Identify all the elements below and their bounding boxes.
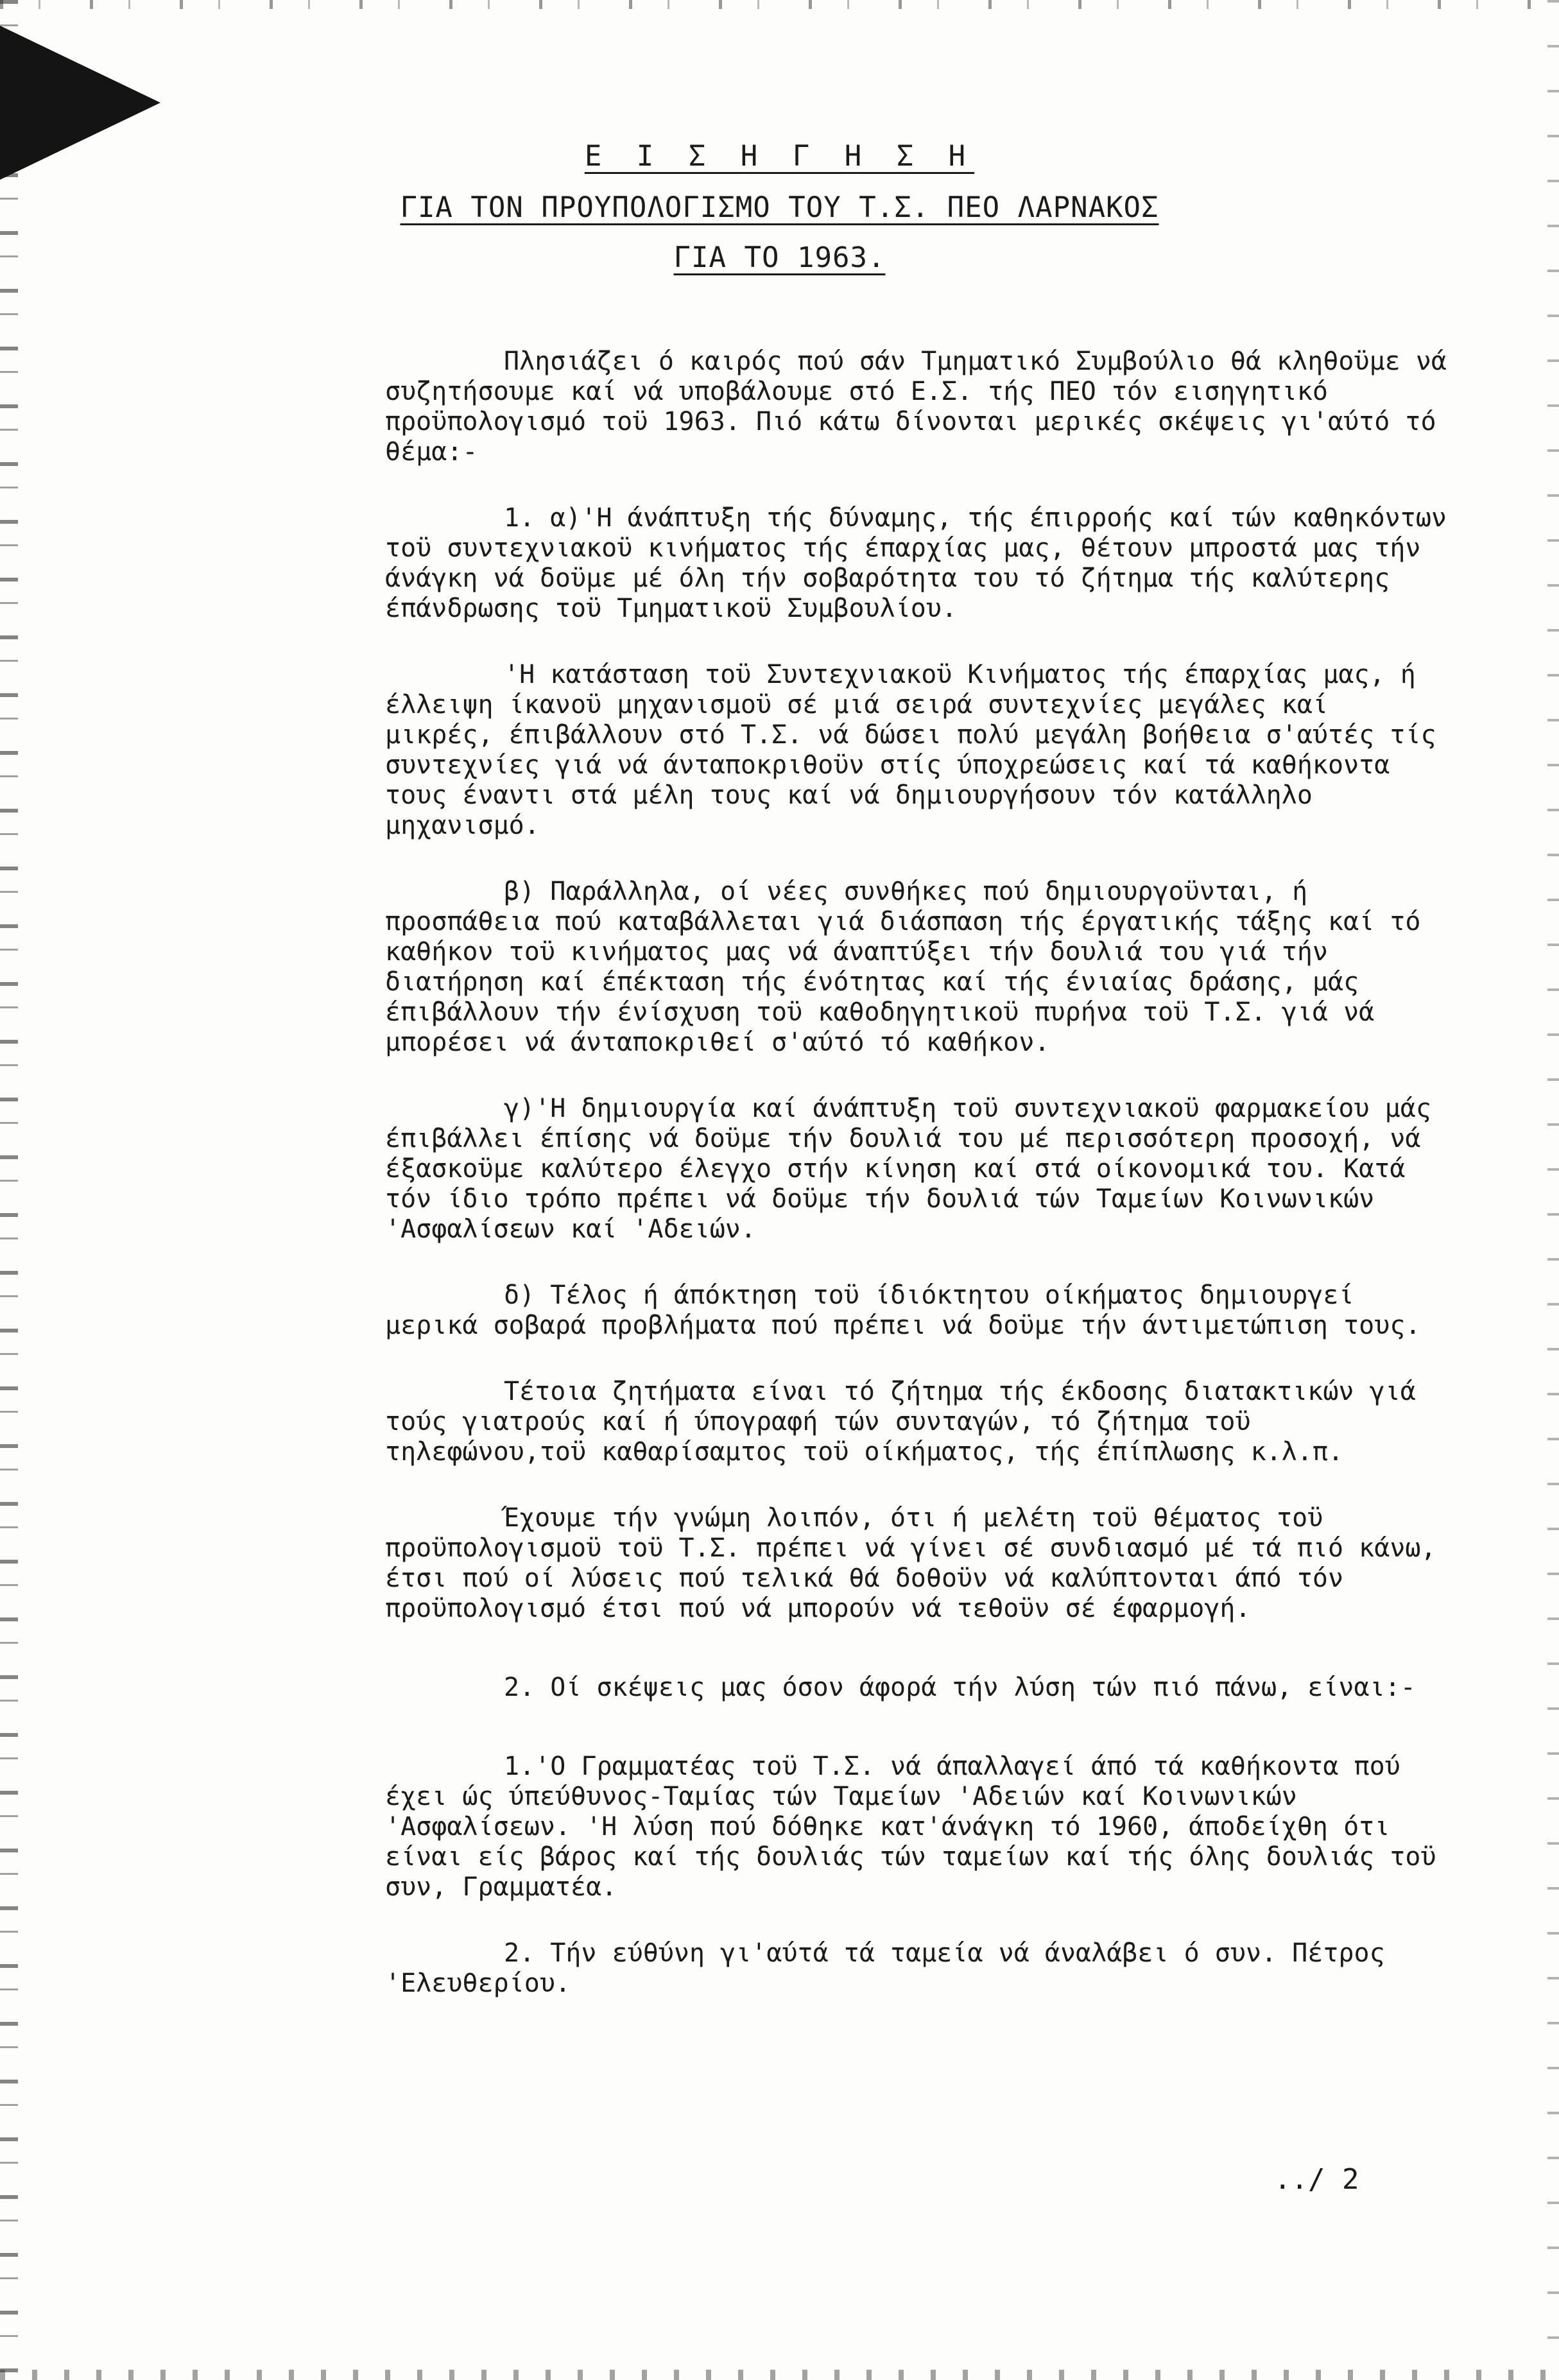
scan-edge-bottom [0,2370,1559,2380]
scan-edge-left [0,0,18,2380]
paragraph-intro: Πλησιάζει ό καιρός πού σάν Τμηματικό Συμβούλιο θά κληθοϋμε νά συζητήσουμε καί νά υποβάλουμε στό Ε.Σ. τής ΠΕΟ τόν εισηγητικό προϋπολογισμό τοϋ 1963. Πιό κάτω δίνονται μερικές σκέψεις γι'αύτό τό θέμα:- [385,347,1463,467]
scan-edge-top [0,0,1559,9]
scan-edge-right [1547,0,1559,2380]
paragraph-issues: Τέτοια ζητήματα είναι τό ζήτημα τής έκδοσης διατακτικών γιά τούς γιατρούς καί ή ύπογραφή τών συνταγών, τό ζήτημα τοϋ τηλεφώνου,τοϋ καθαρίσαμτος τοϋ οίκήματος, τής έπίπλωσης κ.λ.π. [385,1377,1431,1467]
paragraph-1d: δ) Τέλος ή άπόκτηση τοϋ ίδιόκτητου οίκήματος δημιουργεί μερικά σοβαρά προβλήματα πού πρέπει νά δοϋμε τήν άντιμετώπιση τους. [385,1281,1421,1340]
paragraph-2-intro: 2. Οί σκέψεις μας όσον άφορά τήν λύση τών πιό πάνω, είναι:- [504,1673,1416,1702]
paragraph-1b: β) Παράλληλα, οί νέες συνθήκες πού δημιουργοϋνται, ή προσπάθεια πού καταβάλλεται γιά διάσπαση τής έργατικής τάξης καί τό καθήκον τοϋ κινήματος μας νά άναπτύξει τήν δουλιά του γιά τήν διατήρηση καί έπέκταση τής ένότητας καί τής ένιαίας δράσης, μάς έπιβάλλουν τήν ένίσχυση τοϋ καθοδηγητικοϋ πυρήνα τοϋ Τ.Σ. γιά νά μπορέσει νά άνταποκριθεί σ'αύτό τό καθήκον. [385,877,1436,1057]
document-title: Ε Ι Σ Η Γ Η Σ Η [584,140,975,173]
document-subtitle: ΓΙΑ ΤΟΝ ΠΡΟΥΠΟΛΟΓΙΣΜΟ ΤΟΥ Τ.Σ. ΠΕΟ ΛΑΡΝΑΚΟΣ [400,191,1159,224]
paragraph-1a: 1. α)'Η άνάπτυξη τής δύναμης, τής έπιρροής καί τών καθηκόντων τοϋ συντεχνιακοϋ κινήματος τής έπαρχίας μας, θέτουν μπροστά μας τήν άνάγκη νά δοϋμε μέ όλη τήν σοβαρότητα του τό ζήτημα τής καλύτερης έπάνδρωσης τοϋ Τμηματικοϋ Συμβουλίου. [385,503,1463,623]
page-continuation-marker: ../ 2 [1274,2163,1359,2196]
document-year: ΓΙΑ ΤΟ 1963. [673,241,886,274]
paragraph-2-item-1: 1.'Ο Γραμματέας τοϋ Τ.Σ. νά άπαλλαγεί άπό τά καθήκοντα πού έχει ώς ύπεύθυνος-Ταμίας τών Ταμείων 'Αδειών καί Κοινωνικών 'Ασφαλίσεων. 'Η λύση πού δόθηκε κατ'άνάγκη τό 1960, άποδείχθη ότι είναι είς βάρος καί τής δουλιάς τών ταμείων καί τής όλης δουλιάς τοϋ συν, Γραμματέα. [385,1752,1452,1902]
paragraph-1c: γ)'Η δημιουργία καί άνάπτυξη τοϋ συντεχνιακοϋ φαρμακείου μάς έπιβάλλει έπίσης νά δοϋμε τήν δουλιά του μέ περισσότερη προσοχή, νά έξασκοϋμε καλύτερο έλεγχο στήν κίνηση καί στά οίκονομικά του. Κατά τόν ίδιο τρόπο πρέπει νά δοϋμε τήν δουλιά τών Ταμείων Κοινωνικών 'Ασφαλίσεων καί 'Αδειών. [385,1094,1447,1244]
paragraph-opinion: Έχουμε τήν γνώμη λοιπόν, ότι ή μελέτη τοϋ θέματος τοϋ προϋπολογισμοϋ τοϋ Τ.Σ. πρέπει νά γίνει σέ συνδιασμό μέ τά πιό κάνω, έτσι πού οί λύσεις πού τελικά θά δοθοϋν νά καλύπτονται άπό τόν προϋπολογισμό έτσι πού νά μπορούν νά τεθοϋν σέ έφαρμογή. [385,1503,1452,1623]
paragraph-2-item-2: 2. Τήν εύθύνη γι'αύτά τά ταμεία νά άναλάβει ό συν. Πέτρος 'Ελευθερίου. [385,1938,1400,1998]
document-body [385,347,1463,2035]
paragraph-1a-continued: 'Η κατάσταση τοϋ Συντεχνιακοϋ Κινήματος τής έπαρχίας μας, ή έλλειψη ίκανοϋ μηχανισμοϋ σέ μιά σειρά συντεχνίες μεγάλες καί μικρές, έπιβάλλουν στό Τ.Σ. νά δώσει πολύ μεγάλη βοήθεια σ'αύτές τίς συντεχνίες γιά νά άνταποκριθοϋν στίς ύποχρεώσεις καί τά καθήκοντα τους έναντι στά μέλη τους καί νά δημιουργήσουν τόν κατάλληλο μηχανισμό. [385,660,1452,840]
